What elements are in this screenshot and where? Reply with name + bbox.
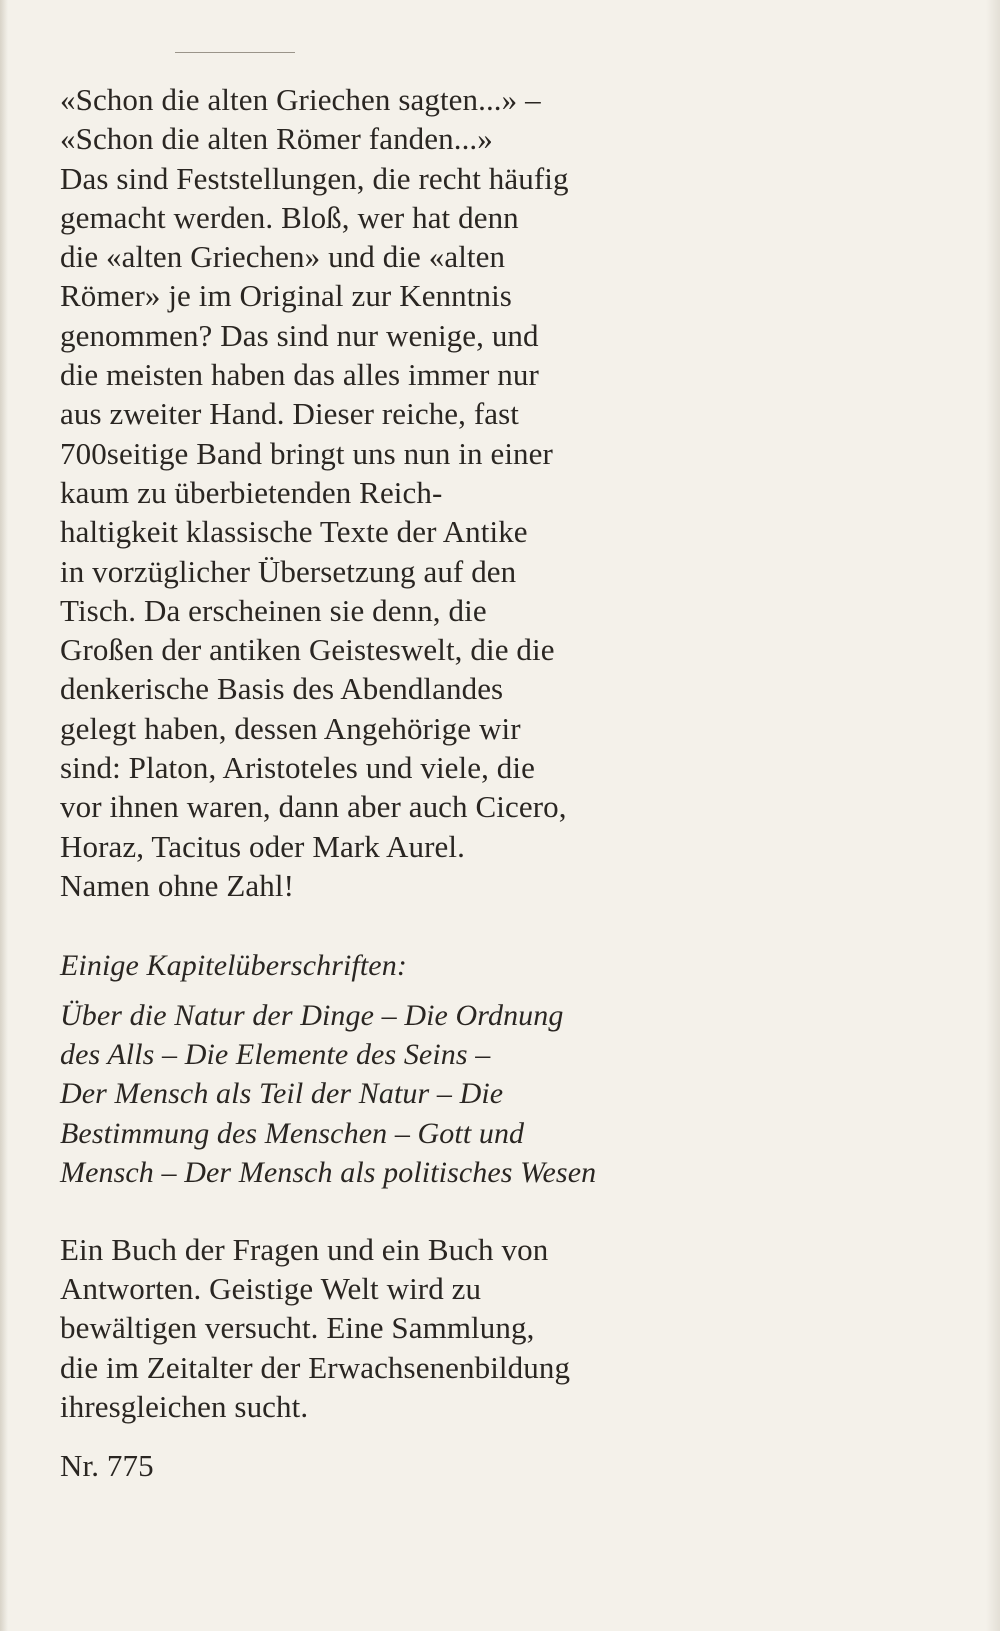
- paper-edge-right: [986, 0, 1000, 1631]
- paper-edge-left: [0, 0, 8, 1631]
- text-line: haltigkeit klassische Texte der Antike: [60, 514, 528, 550]
- catalog-number: [60, 1446, 700, 1485]
- text-line: vor ihnen waren, dann aber auch Cicero,: [60, 789, 567, 825]
- text-line: in vorzüglicher Übersetzung auf den: [60, 553, 517, 589]
- chapters-list: [60, 996, 700, 1193]
- chapter-line: Bestimmung des Menschen – Gott und: [60, 1116, 525, 1150]
- text-line: Horaz, Tacitus oder Mark Aurel.: [60, 828, 465, 864]
- catalog-number-text: Nr. 775: [60, 1448, 154, 1484]
- chapter-line: Über die Natur der Dinge – Die Ordnung: [60, 998, 564, 1032]
- text-line: die meisten haben das alles immer nur: [60, 357, 539, 393]
- text-line: gelegt haben, dessen Angehörige wir: [60, 710, 521, 746]
- top-rule: [175, 52, 295, 53]
- back-cover-text: [60, 80, 700, 1485]
- text-line: ihresgleichen sucht.: [60, 1388, 309, 1424]
- chapter-line: des Alls – Die Elemente des Seins –: [60, 1038, 491, 1072]
- chapters-heading: [60, 946, 700, 985]
- text-line: denkerische Basis des Abendlandes: [60, 671, 504, 707]
- chapters-heading-text: Einige Kapitelüberschriften:: [60, 949, 407, 983]
- intro-paragraph: [60, 80, 700, 905]
- text-line: die «alten Griechen» und die «alten: [60, 239, 506, 275]
- chapter-line: Mensch – Der Mensch als politisches Wesen: [60, 1156, 597, 1190]
- text-line: bewältigen versucht. Eine Sammlung,: [60, 1310, 535, 1346]
- text-line: aus zweiter Hand. Dieser reiche, fast: [60, 396, 520, 432]
- text-line: genommen? Das sind nur wenige, und: [60, 317, 539, 353]
- chapter-line: Der Mensch als Teil der Natur – Die: [60, 1077, 504, 1111]
- text-line: Antworten. Geistige Welt wird zu: [60, 1270, 482, 1306]
- text-line: Ein Buch der Fragen und ein Buch von: [60, 1231, 549, 1267]
- text-line: sind: Platon, Aristoteles und viele, die: [60, 750, 535, 786]
- text-line: Das sind Feststellungen, die recht häufig: [60, 160, 569, 196]
- text-line: die im Zeitalter der Erwachsenenbildung: [60, 1349, 571, 1385]
- text-line: Römer» je im Original zur Kenntnis: [60, 278, 512, 314]
- text-line: Tisch. Da erscheinen sie denn, die: [60, 592, 487, 628]
- text-line: gemacht werden. Bloß, wer hat denn: [60, 199, 519, 235]
- text-line: Großen der antiken Geisteswelt, die die: [60, 632, 555, 668]
- text-line: 700seitige Band bringt uns nun in einer: [60, 435, 553, 471]
- outro-paragraph: [60, 1230, 700, 1426]
- text-line: kaum zu überbietenden Reich-: [60, 474, 443, 510]
- text-line: «Schon die alten Griechen sagten...» –: [60, 82, 541, 117]
- text-line: Namen ohne Zahl!: [60, 867, 295, 903]
- text-line: «Schon die alten Römer fanden...»: [60, 121, 493, 157]
